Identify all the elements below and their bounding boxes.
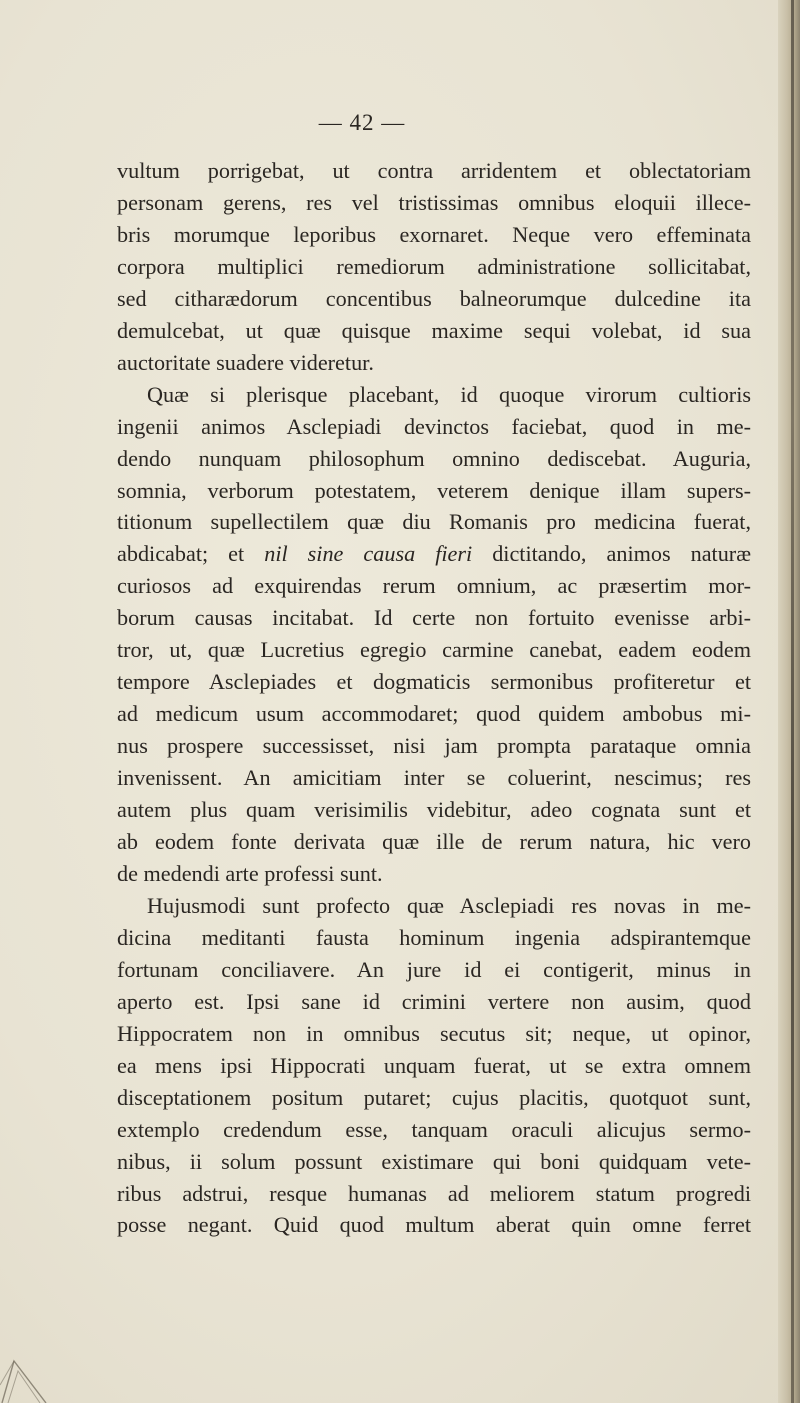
text-line: ribus adstrui, resque humanas ad meliorem statum progredi xyxy=(117,1180,751,1206)
text-line: vultum porrigebat, ut contra arridentem et oblectatoriam xyxy=(117,158,751,183)
text-line: sed citharædorum concentibus balneorumque dulcedine ita xyxy=(117,285,751,311)
text-line: ea mens ipsi Hippocrati unquam fuerat, ut se extra omnem xyxy=(117,1052,751,1078)
text-line: posse negant. Quid quod multum aberat quin omne ferret xyxy=(117,1212,751,1238)
text-line-mixed xyxy=(117,538,751,570)
paragraph-1 xyxy=(117,155,751,379)
text-line: curiosos ad exquirendas rerum omnium, ac præsertim mor- xyxy=(117,573,751,599)
text-line: corpora multiplici remediorum administratione sollicitabat, xyxy=(117,253,751,279)
text-line: dicina meditanti fausta hominum ingenia adspirantemque xyxy=(117,924,751,950)
text-line: ingenii animos Asclepiadi devinctos faciebat, quod in me- xyxy=(117,413,751,439)
text-line: disceptationem positum putaret; cujus placitis, quotquot sunt, xyxy=(117,1084,751,1110)
text-line: dendo nunquam philosophum omnino dediscebat. Auguria, xyxy=(117,445,751,471)
body-text xyxy=(117,155,751,1241)
text-line: de medendi arte professi sunt. xyxy=(117,860,383,886)
text-line: tror, ut, quæ Lucretius egregio carmine canebat, eadem eodem xyxy=(117,637,751,663)
text-line: fortunam conciliavere. An jure id ei contigerit, minus in xyxy=(117,956,751,982)
text-line: autem plus quam verisimilis videbitur, adeo cognata sunt et xyxy=(117,797,751,823)
text-line: personam gerens, res vel tristissimas omnibus eloquii illece- xyxy=(117,189,751,215)
text-line: demulcebat, ut quæ quisque maxime sequi volebat, id sua xyxy=(117,317,751,343)
italic-phrase: nil sine causa fieri xyxy=(264,541,473,567)
text-line: aperto est. Ipsi sane id crimini vertere non ausim, quod xyxy=(117,988,751,1014)
text-line: ad medicum usum accommodaret; quod quidem ambobus mi- xyxy=(117,701,751,727)
text-line: auctoritate suadere videretur. xyxy=(117,349,374,375)
text-line: somnia, verborum potestatem, veterem denique illam supers- xyxy=(117,477,751,503)
text-line: ab eodem fonte derivata quæ ille de rerum natura, hic vero xyxy=(117,829,751,855)
text-line: Quæ si plerisque placebant, id quoque virorum cultioris xyxy=(147,381,751,407)
text-line: extemplo credendum esse, tanquam oraculi alicujus sermo- xyxy=(117,1116,751,1142)
text-line: nibus, ii solum possunt existimare qui boni quidquam vete- xyxy=(117,1148,751,1174)
text-line: invenissent. An amicitiam inter se coluerint, nescimus; res xyxy=(117,765,751,791)
text-segment: dictitando, animos naturæ xyxy=(472,541,751,567)
page-crease-mark xyxy=(0,1355,60,1403)
text-line: tempore Asclepiades et dogmaticis sermonibus profiteretur et xyxy=(117,669,751,695)
text-line: bris morumque leporibus exornaret. Neque vero effeminata xyxy=(117,221,751,247)
text-line: Hippocratem non in omnibus secutus sit; neque, ut opinor, xyxy=(117,1020,751,1046)
text-segment: abdicabat; et xyxy=(117,541,265,567)
text-line: Hujusmodi sunt profecto quæ Asclepiadi res novas in me- xyxy=(147,892,751,918)
page-edge-shadow xyxy=(778,0,800,1403)
paragraph-2 xyxy=(117,379,751,890)
text-line: titionum supellectilem quæ diu Romanis pro medicina fuerat, xyxy=(117,509,751,535)
text-line: nus prospere successisset, nisi jam prompta parataque omnia xyxy=(117,733,751,759)
binding-edge xyxy=(791,0,794,1403)
text-line: borum causas incitabat. Id certe non fortuito evenisse arbi- xyxy=(117,605,751,631)
page-number: — 42 — xyxy=(318,110,406,135)
paragraph-3 xyxy=(117,890,751,1241)
